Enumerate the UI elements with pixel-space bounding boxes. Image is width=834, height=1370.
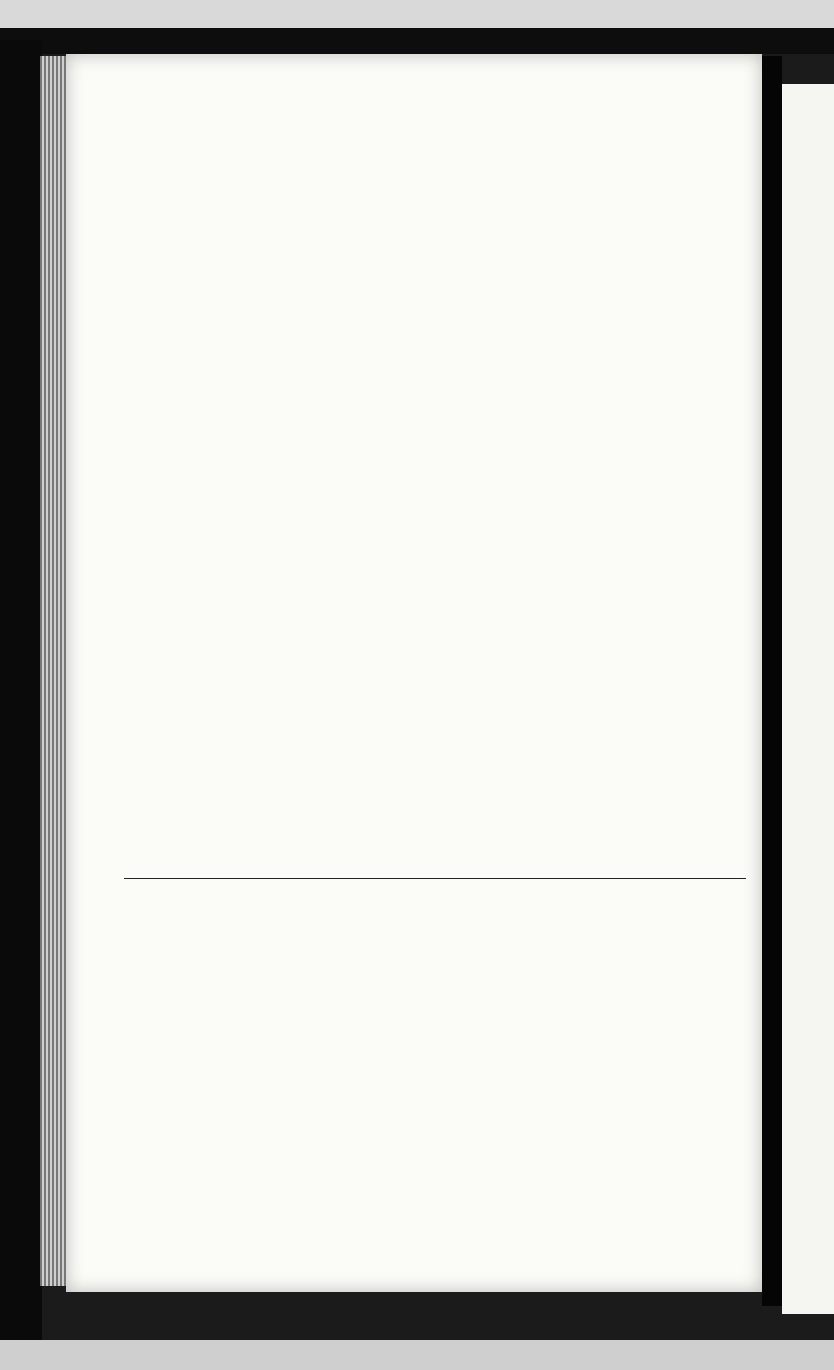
scan-bottom-margin [0, 1340, 834, 1370]
scan-top-shadow [0, 28, 834, 54]
left-page [66, 54, 762, 1292]
book-gutter [762, 56, 782, 1306]
scan-left-edge [0, 40, 42, 1340]
case-divider-rule [124, 878, 746, 879]
right-page-fragment [782, 84, 834, 1314]
